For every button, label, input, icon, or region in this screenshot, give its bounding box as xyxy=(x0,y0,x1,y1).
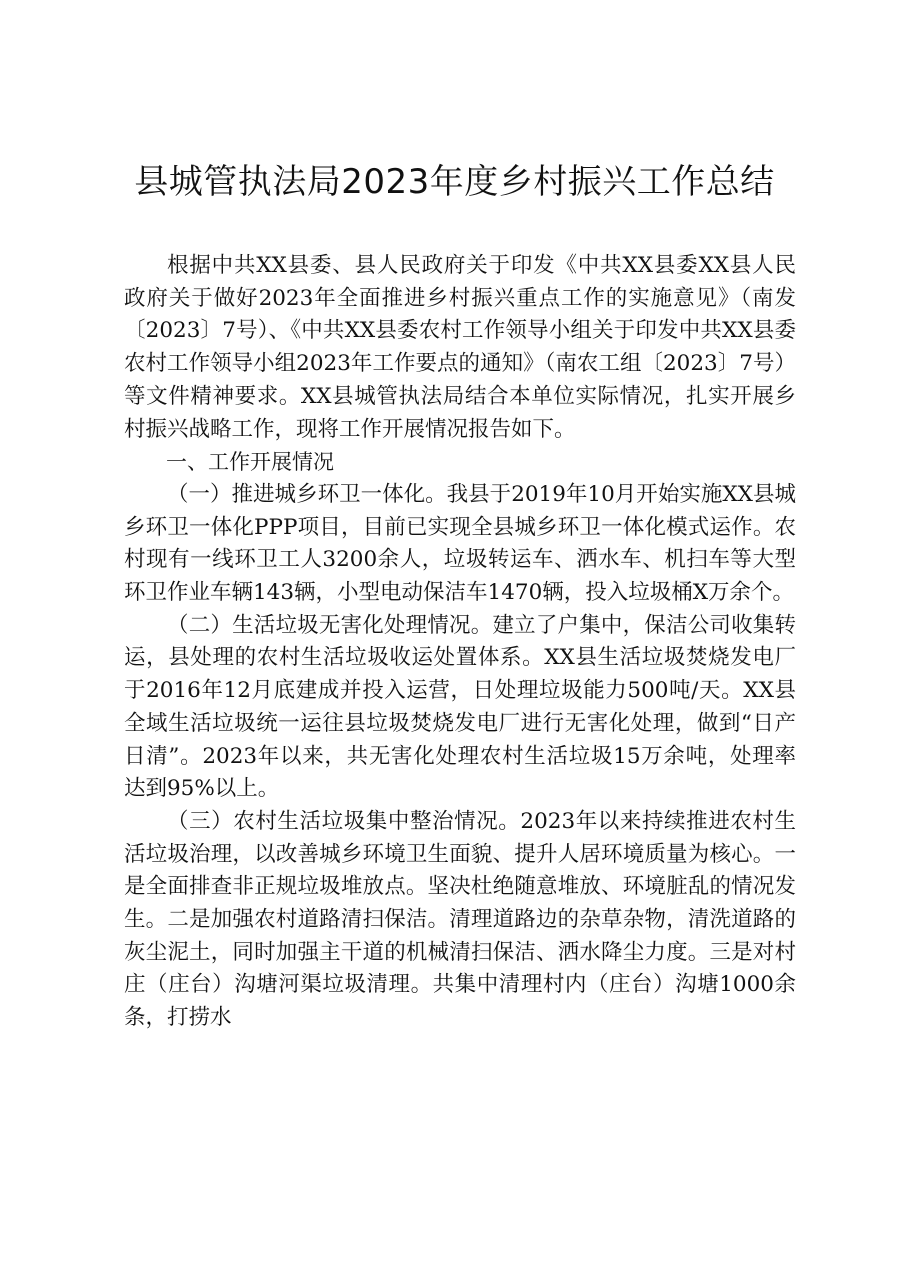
section-heading: 一、工作开展情况 xyxy=(166,450,334,475)
item-1-heading: （一）推进城乡环卫一体化。 xyxy=(167,481,447,507)
item-paragraph-2 xyxy=(124,610,796,806)
item-3-text: 2023年以来持续推进农村生活垃圾治理，以改善城乡环境卫生面貌、提升人居环境质量为核心。一是全面排查非正规垃圾堆放点。坚决杜绝随意堆放、环境脏乱的情况发生。二是加强农村道路清扫保洁。清理道路边的杂草杂物，清洗道路的灰尘泥土，同时加强主干道的机械清扫保洁、洒水降尘力度。三是对村庄（庄台）沟塘河渠垃圾清理。共集中清理村内（庄台）沟塘1000余条，打捞水 xyxy=(124,808,796,1031)
item-paragraph-3 xyxy=(124,806,796,1035)
document-title: 县城管执法局2023年度乡村振兴工作总结 xyxy=(134,162,775,202)
intro-paragraph: 根据中共XX县委、县人民政府关于印发《中共XX县委XX县人民政府关于做好2023年全面推进乡村振兴重点工作的实施意见》（南发〔2023〕7号）、《中共XX县委农村工作领导小组关于印发中共XX县委农村工作领导小组2023年工作要点的通知》（南农工组〔2023〕7号）等文件精神要求。XX县城管执法局结合本单位实际情况，扎实开展乡村振兴战略工作，现将工作开展情况报告如下。 xyxy=(124,253,796,442)
document-body xyxy=(124,250,796,1035)
item-3-heading: （三）农村生活垃圾集中整治情况。 xyxy=(167,808,521,834)
item-2-heading: （二）生活垃圾无害化处理情况。 xyxy=(167,612,493,638)
item-1-text: 我县于2019年10月开始实施XX县城乡环卫一体化PPP项目，目前已实现全县城乡环卫一体化模式运作。农村现有一线环卫工人3200余人，垃圾转运车、洒水车、机扫车等大型环卫作业车辆143辆，小型电动保洁车1470辆，投入垃圾桶X万余个。 xyxy=(124,481,796,606)
item-2-text: 建立了户集中，保洁公司收集转运，县处理的农村生活垃圾收运处置体系。XX县生活垃圾焚烧发电厂于2016年12月底建成并投入运营，日处理垃圾能力500吨/天。XX县全域生活垃圾统一运往县垃圾焚烧发电厂进行无害化处理，做到“日产日清”。2023年以来，共无害化处理农村生活垃圾15万余吨，处理率达到95%以上。 xyxy=(124,612,796,802)
item-paragraph-1 xyxy=(124,479,796,610)
